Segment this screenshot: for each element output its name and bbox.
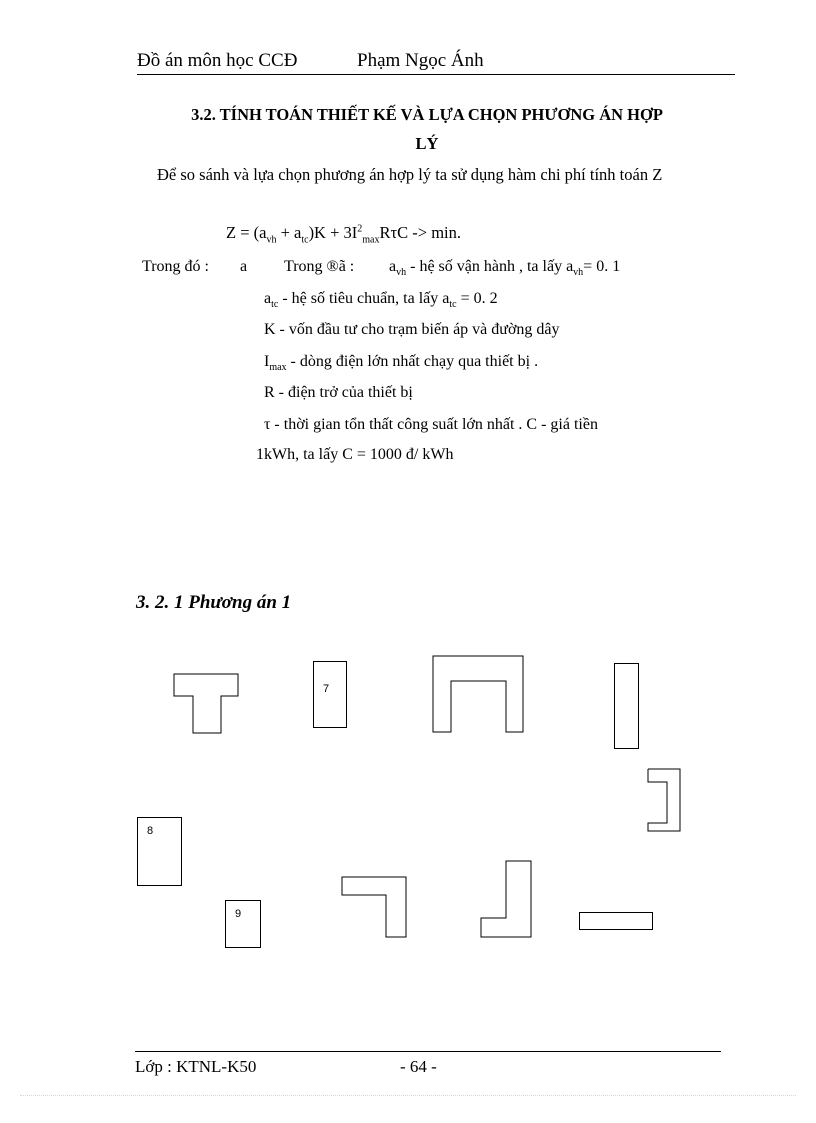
def-imax-i: I: [264, 353, 270, 370]
def-a: a: [240, 258, 248, 275]
def-imax-text: - dòng điện lớn nhất chạy qua thiết bị .: [286, 353, 539, 370]
section-title-line1: 3.2. TÍNH TOÁN THIẾT KẾ VÀ LỰA CHỌN PHƯƠNG ÁN HỢP: [191, 105, 663, 124]
def-avh-value: = 0. 1: [583, 258, 621, 275]
page-footer: [135, 1051, 721, 1077]
cost-formula: [226, 223, 461, 245]
angle-shape-right: [338, 873, 410, 939]
def-avh-text: - hệ số vận hành , ta lấy a: [406, 258, 574, 275]
intro-paragraph: Để so sánh và lựa chọn phương án hợp lý ta sử dụng hàm chi phí tính toán Z: [157, 165, 663, 184]
def-k: K - vốn đầu tư cho trạm biến áp và đường dây: [264, 321, 560, 338]
def-atc-a: a: [264, 290, 272, 307]
def-atc: [264, 290, 498, 310]
page-number: - 64 -: [400, 1057, 437, 1076]
def-atc-text: - hệ số tiêu chuẩn, ta lấy a: [278, 290, 450, 307]
u-shape: [430, 653, 526, 735]
section-title: [137, 100, 717, 158]
header-course: Đồ án môn học CCĐ: [137, 50, 298, 71]
tall-narrow-box: [614, 663, 639, 749]
def-avh-a: a: [389, 258, 397, 275]
box-8: [137, 817, 182, 886]
def-atc-value: = 0. 2: [456, 290, 498, 307]
box-9-label: 9: [235, 908, 242, 920]
formula-part1: + a: [276, 223, 302, 242]
def-tau: τ - thời gian tổn thất công suất lớn nhất . C - giá tiền: [264, 416, 598, 433]
box-7-label: 7: [323, 683, 330, 695]
flat-box: [579, 912, 653, 930]
formula-sup-2: 2: [357, 223, 363, 235]
def-kwh: 1kWh, ta lấy C = 1000 đ/ kWh: [256, 446, 454, 463]
def-avh: [389, 258, 620, 278]
formula-part3: RτC -> min.: [379, 223, 461, 242]
formula-sub-tc: tc: [301, 234, 309, 246]
def-avh-sub2: vh: [573, 267, 584, 279]
l-shape: [477, 857, 535, 941]
def-atc-sub2: tc: [449, 299, 457, 311]
def-imax: [264, 353, 538, 373]
page-edge-dots: [20, 1095, 796, 1096]
def-avh-sub: vh: [396, 267, 407, 279]
footer-class: Lớp : KTNL-K50: [135, 1057, 257, 1076]
t-shape: [170, 670, 242, 736]
subsection-heading: 3. 2. 1 Phương án 1: [136, 592, 292, 613]
section-title-line2: LÝ: [415, 134, 439, 153]
def-trong-da: Trong ®ã :: [284, 258, 355, 275]
def-imax-sub: max: [269, 362, 287, 374]
header-author: Phạm Ngọc Ánh: [357, 50, 484, 71]
formula-sub-max: max: [362, 234, 380, 246]
page-header: [137, 50, 735, 75]
formula-part2: )K + 3I: [308, 223, 358, 242]
bracket-shape: [645, 766, 685, 834]
def-r: R - điện trở của thiết bị: [264, 384, 413, 401]
formula-sub-vh: vh: [266, 234, 277, 246]
formula-lhs: Z = (a: [226, 223, 267, 242]
box-7: [313, 661, 347, 728]
def-trong-do: Trong đó :: [142, 258, 209, 275]
box-9: [225, 900, 261, 948]
def-atc-sub: tc: [271, 299, 279, 311]
box-8-label: 8: [147, 825, 154, 837]
